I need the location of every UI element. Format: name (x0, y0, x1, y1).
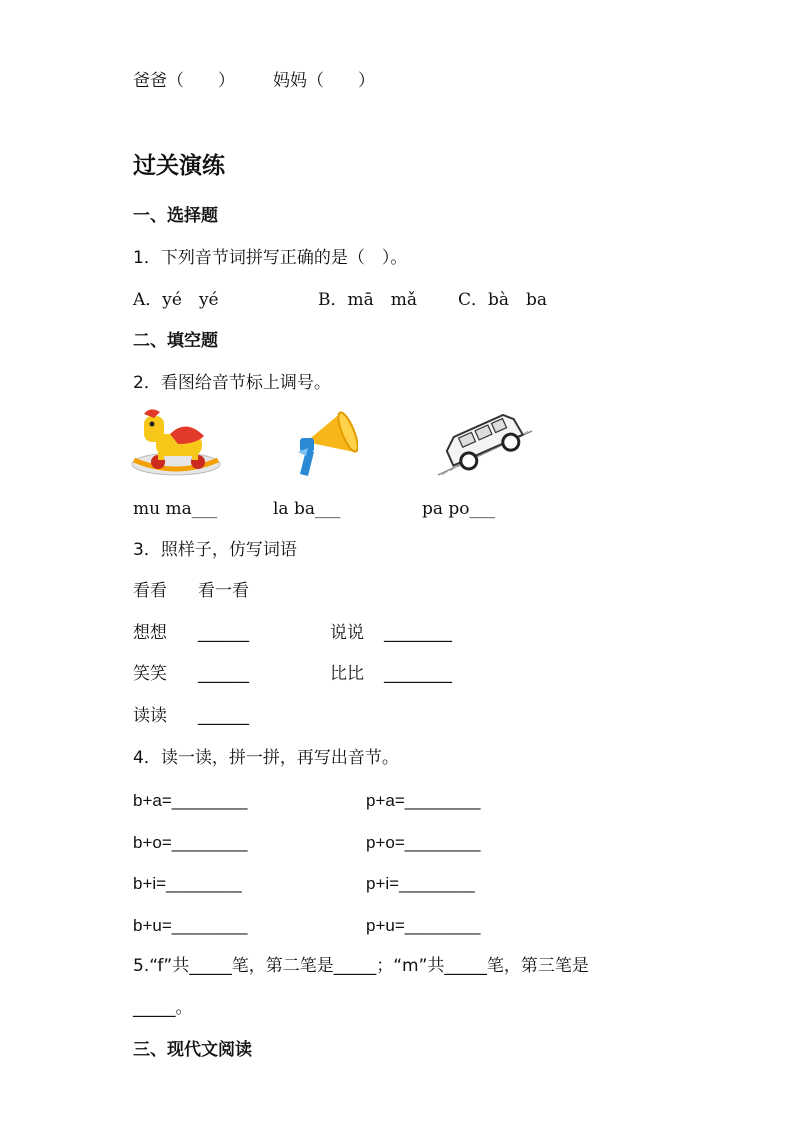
example-word-1: 看看 (133, 581, 167, 601)
word-row-1-a: 想想 (133, 623, 167, 643)
mom-fill: 妈妈（ ） (273, 71, 375, 91)
question-2: 2．看图给音节标上调号。 (133, 373, 331, 393)
section-title-choice: 一、选择题 (133, 206, 218, 226)
fill-la-ba: la ba___ (273, 499, 341, 519)
question-5-line-1: 5.“f”共_____笔，第二笔是_____；“m”共_____笔，第三笔是 (133, 956, 589, 976)
word-row-2-b: 比比 (330, 664, 364, 684)
word-row-1-a-blank: ______ (198, 623, 249, 643)
syllable-p-a: p+a=________ (366, 791, 481, 810)
section-title-fill: 二、填空题 (133, 331, 218, 351)
question-1: 1．下列音节词拼写正确的是（ ）。 (133, 248, 408, 268)
word-row-1-b: 说说 (330, 623, 364, 643)
word-row-2-b-blank: ________ (384, 664, 452, 684)
syllable-b-i: b+i=________ (133, 874, 242, 893)
word-row-3-a-blank: ______ (198, 706, 249, 726)
word-row-3-a: 读读 (133, 706, 167, 726)
question-4: 4．读一读，拼一拼，再写出音节。 (133, 748, 399, 768)
option-c: C．bà ba (458, 290, 548, 310)
section-title-reading: 三、现代文阅读 (133, 1040, 252, 1060)
question-3: 3．照样子，仿写词语 (133, 540, 297, 560)
syllable-p-i: p+i=________ (366, 874, 475, 893)
question-5-line-2: _____。 (133, 998, 193, 1018)
word-row-2-a-blank: ______ (198, 664, 249, 684)
fill-pa-po: pa po___ (422, 499, 496, 519)
word-row-2-a: 笑笑 (133, 664, 167, 684)
syllable-b-o: b+o=________ (133, 833, 248, 852)
syllable-p-u: p+u=________ (366, 916, 481, 935)
option-b: B．mā mǎ (318, 290, 418, 310)
option-a: A．yé yé (133, 290, 219, 310)
example-word-2: 看一看 (198, 581, 249, 601)
syllable-b-u: b+u=________ (133, 916, 248, 935)
page-heading: 过关演练 (133, 153, 225, 179)
rocking-horse-icon (130, 404, 222, 480)
dad-fill: 爸爸（ ） (133, 71, 235, 91)
megaphone-icon (292, 408, 358, 482)
word-row-1-b-blank: ________ (384, 623, 452, 643)
car-icon (436, 405, 534, 477)
syllable-b-a: b+a=________ (133, 791, 248, 810)
fill-mu-ma: mu ma___ (133, 499, 218, 519)
syllable-p-o: p+o=________ (366, 833, 481, 852)
